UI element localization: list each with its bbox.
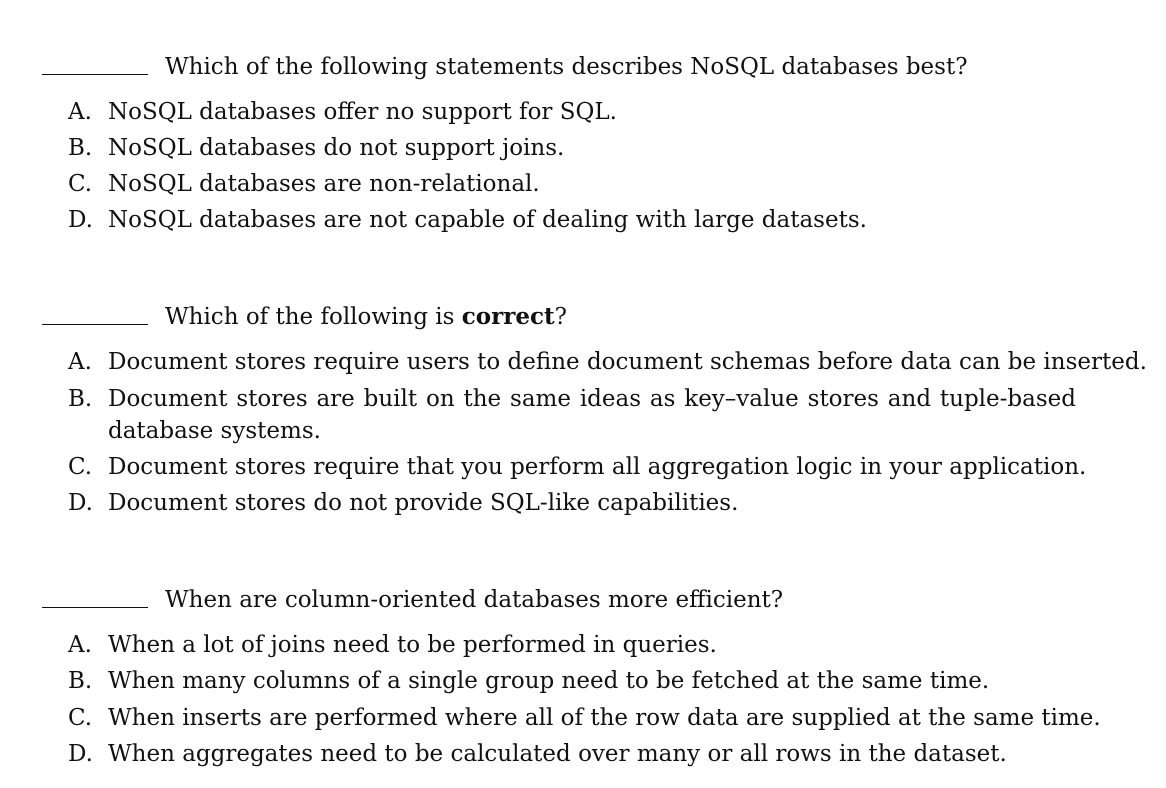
option-text: When inserts are performed where all of the row data are supplied at the same time.	[108, 705, 1101, 731]
option-letter: A.	[68, 99, 92, 125]
answer-blank-3	[42, 607, 148, 608]
question-1-option-d	[68, 204, 867, 236]
option-letter: D.	[68, 741, 93, 767]
prompt-text: Which of the following is	[165, 304, 462, 330]
option-text: Document stores require that you perform all aggregation logic in your application.	[108, 454, 1087, 480]
option-letter: C.	[68, 454, 93, 480]
question-1-option-a	[68, 96, 617, 128]
option-text: When aggregates need to be calculated over many or all rows in the dataset.	[108, 741, 1007, 767]
option-text: NoSQL databases offer no support for SQL.	[108, 99, 617, 125]
question-2-option-a	[68, 346, 1147, 378]
option-letter: C.	[68, 705, 93, 731]
option-text: Document stores do not provide SQL-like capabilities.	[108, 490, 739, 516]
option-letter: D.	[68, 490, 93, 516]
question-3-option-d	[68, 738, 1007, 770]
option-text: When many columns of a single group need to be fetched at the same time.	[108, 668, 990, 694]
prompt-emphasis: correct	[461, 303, 555, 330]
option-text: NoSQL databases are not capable of dealing with large datasets.	[108, 207, 867, 233]
question-3-option-a	[68, 629, 717, 661]
option-letter: A.	[68, 349, 92, 375]
question-2-option-c	[68, 451, 1086, 483]
answer-blank-1	[42, 74, 148, 75]
question-2-prompt	[165, 304, 567, 330]
question-1-option-b	[68, 132, 564, 164]
option-letter: B.	[68, 135, 93, 161]
answer-blank-2	[42, 324, 148, 325]
question-3-option-b	[68, 665, 989, 697]
question-1-prompt: Which of the following statements describes NoSQL databases best?	[165, 54, 968, 80]
option-text: Document stores are built on the same ideas as key–value stores and tuple-based database systems.	[108, 386, 1076, 444]
option-text: Document stores require users to define document schemas before data can be inserted.	[108, 349, 1147, 375]
question-3-prompt: When are column-oriented databases more efficient?	[165, 587, 784, 613]
question-3-option-c	[68, 702, 1101, 734]
option-text: NoSQL databases are non-relational.	[108, 171, 540, 197]
question-1-option-c	[68, 168, 540, 200]
option-letter: B.	[68, 386, 93, 412]
question-2-option-b	[68, 383, 1076, 447]
option-letter: B.	[68, 668, 93, 694]
option-letter: A.	[68, 632, 92, 658]
option-text: NoSQL databases do not support joins.	[108, 135, 565, 161]
option-text: When a lot of joins need to be performed in queries.	[108, 632, 717, 658]
option-letter: D.	[68, 207, 93, 233]
option-letter: C.	[68, 171, 93, 197]
prompt-text-end: ?	[554, 304, 567, 330]
question-2-option-d	[68, 487, 738, 519]
